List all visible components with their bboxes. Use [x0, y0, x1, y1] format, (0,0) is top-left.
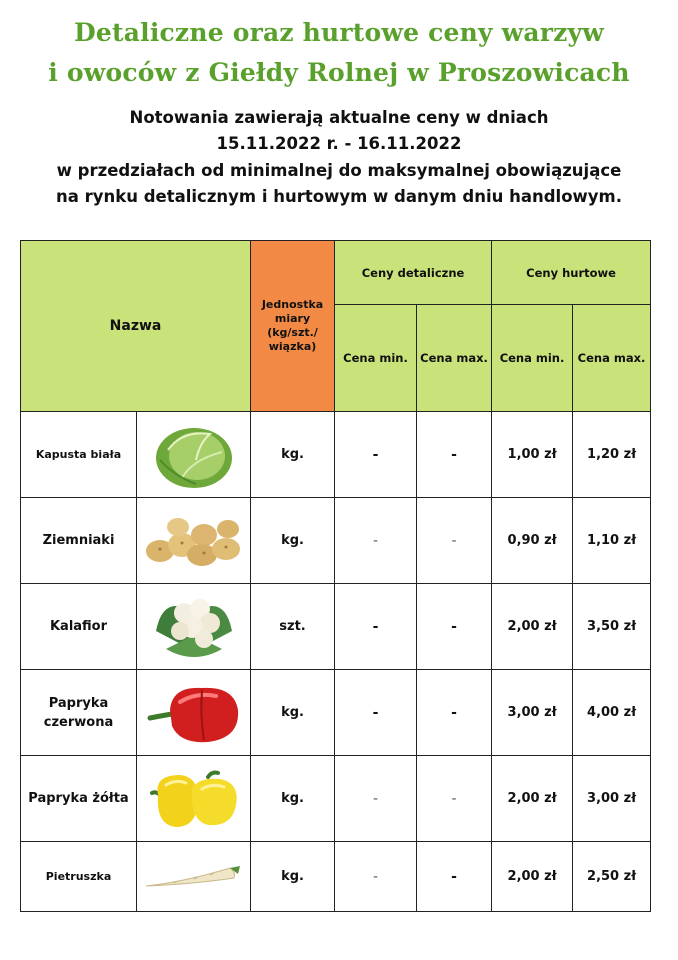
header-wholesale-prices: Ceny hurtowe [492, 241, 651, 305]
wholesale-min-cell: 2,00 zł [492, 842, 573, 912]
wholesale-max-cell: 1,20 zł [573, 412, 651, 498]
retail-max-cell: - [417, 412, 492, 498]
retail-min-cell: - [335, 842, 417, 912]
cabbage-icon [137, 412, 251, 498]
retail-min-cell: - [335, 584, 417, 670]
wholesale-min-cell: 2,00 zł [492, 756, 573, 842]
product-name: Kapusta biała [21, 412, 137, 498]
header-retail-prices: Ceny detaliczne [335, 241, 492, 305]
unit-cell: kg. [251, 670, 335, 756]
table-row [21, 842, 651, 912]
unit-cell: kg. [251, 756, 335, 842]
retail-min-cell: - [335, 670, 417, 756]
header-name: Nazwa [21, 241, 251, 412]
potatoes-icon [137, 498, 251, 584]
yellow-pepper-icon [137, 756, 251, 842]
unit-cell: kg. [251, 498, 335, 584]
product-name: Pietruszka [21, 842, 137, 912]
retail-max-cell: - [417, 584, 492, 670]
table-row [21, 584, 651, 670]
subtitle-line-1: Notowania zawierają aktualne ceny w dniach [129, 108, 549, 127]
wholesale-max-cell: 3,50 zł [573, 584, 651, 670]
title-line-1: Detaliczne oraz hurtowe ceny warzyw [73, 18, 605, 47]
price-table [20, 240, 651, 912]
wholesale-max-cell: 3,00 zł [573, 756, 651, 842]
wholesale-min-cell: 1,00 zł [492, 412, 573, 498]
retail-min-cell: - [335, 756, 417, 842]
red-pepper-icon [137, 670, 251, 756]
unit-cell: kg. [251, 412, 335, 498]
retail-max-cell: - [417, 756, 492, 842]
retail-min-cell: - [335, 498, 417, 584]
header-retail-max: Cena max. [417, 305, 492, 412]
retail-min-cell: - [335, 412, 417, 498]
wholesale-max-cell: 1,10 zł [573, 498, 651, 584]
product-name: Ziemniaki [21, 498, 137, 584]
table-row [21, 670, 651, 756]
table-row [21, 412, 651, 498]
header-retail-min: Cena min. [335, 305, 417, 412]
cauliflower-icon [137, 584, 251, 670]
retail-max-cell: - [417, 498, 492, 584]
subtitle-line-4: na rynku detalicznym i hurtowym w danym dniu handlowym. [55, 187, 623, 206]
table-row [21, 756, 651, 842]
table-row [21, 498, 651, 584]
subtitle-dates: 15.11.2022 r. - 16.11.2022 [216, 134, 462, 153]
product-name: Papryka żółta [21, 756, 137, 842]
wholesale-min-cell: 0,90 zł [492, 498, 573, 584]
wholesale-max-cell: 2,50 zł [573, 842, 651, 912]
retail-max-cell: - [417, 670, 492, 756]
unit-cell: kg. [251, 842, 335, 912]
wholesale-min-cell: 2,00 zł [492, 584, 573, 670]
parsley-root-icon [137, 842, 251, 912]
product-name: Papryka czerwona [21, 670, 137, 756]
unit-cell: szt. [251, 584, 335, 670]
wholesale-min-cell: 3,00 zł [492, 670, 573, 756]
header-wholesale-max: Cena max. [573, 305, 651, 412]
header-unit: Jednostka miary (kg/szt./ wiązka) [251, 241, 335, 412]
retail-max-cell: - [417, 842, 492, 912]
subtitle-line-3: w przedziałach od minimalnej do maksymalnej obowiązujące [56, 161, 622, 180]
product-name: Kalafior [21, 584, 137, 670]
title-line-2: i owoców z Giełdy Rolnej w Proszowicach [48, 58, 630, 87]
header-wholesale-min: Cena min. [492, 305, 573, 412]
wholesale-max-cell: 4,00 zł [573, 670, 651, 756]
